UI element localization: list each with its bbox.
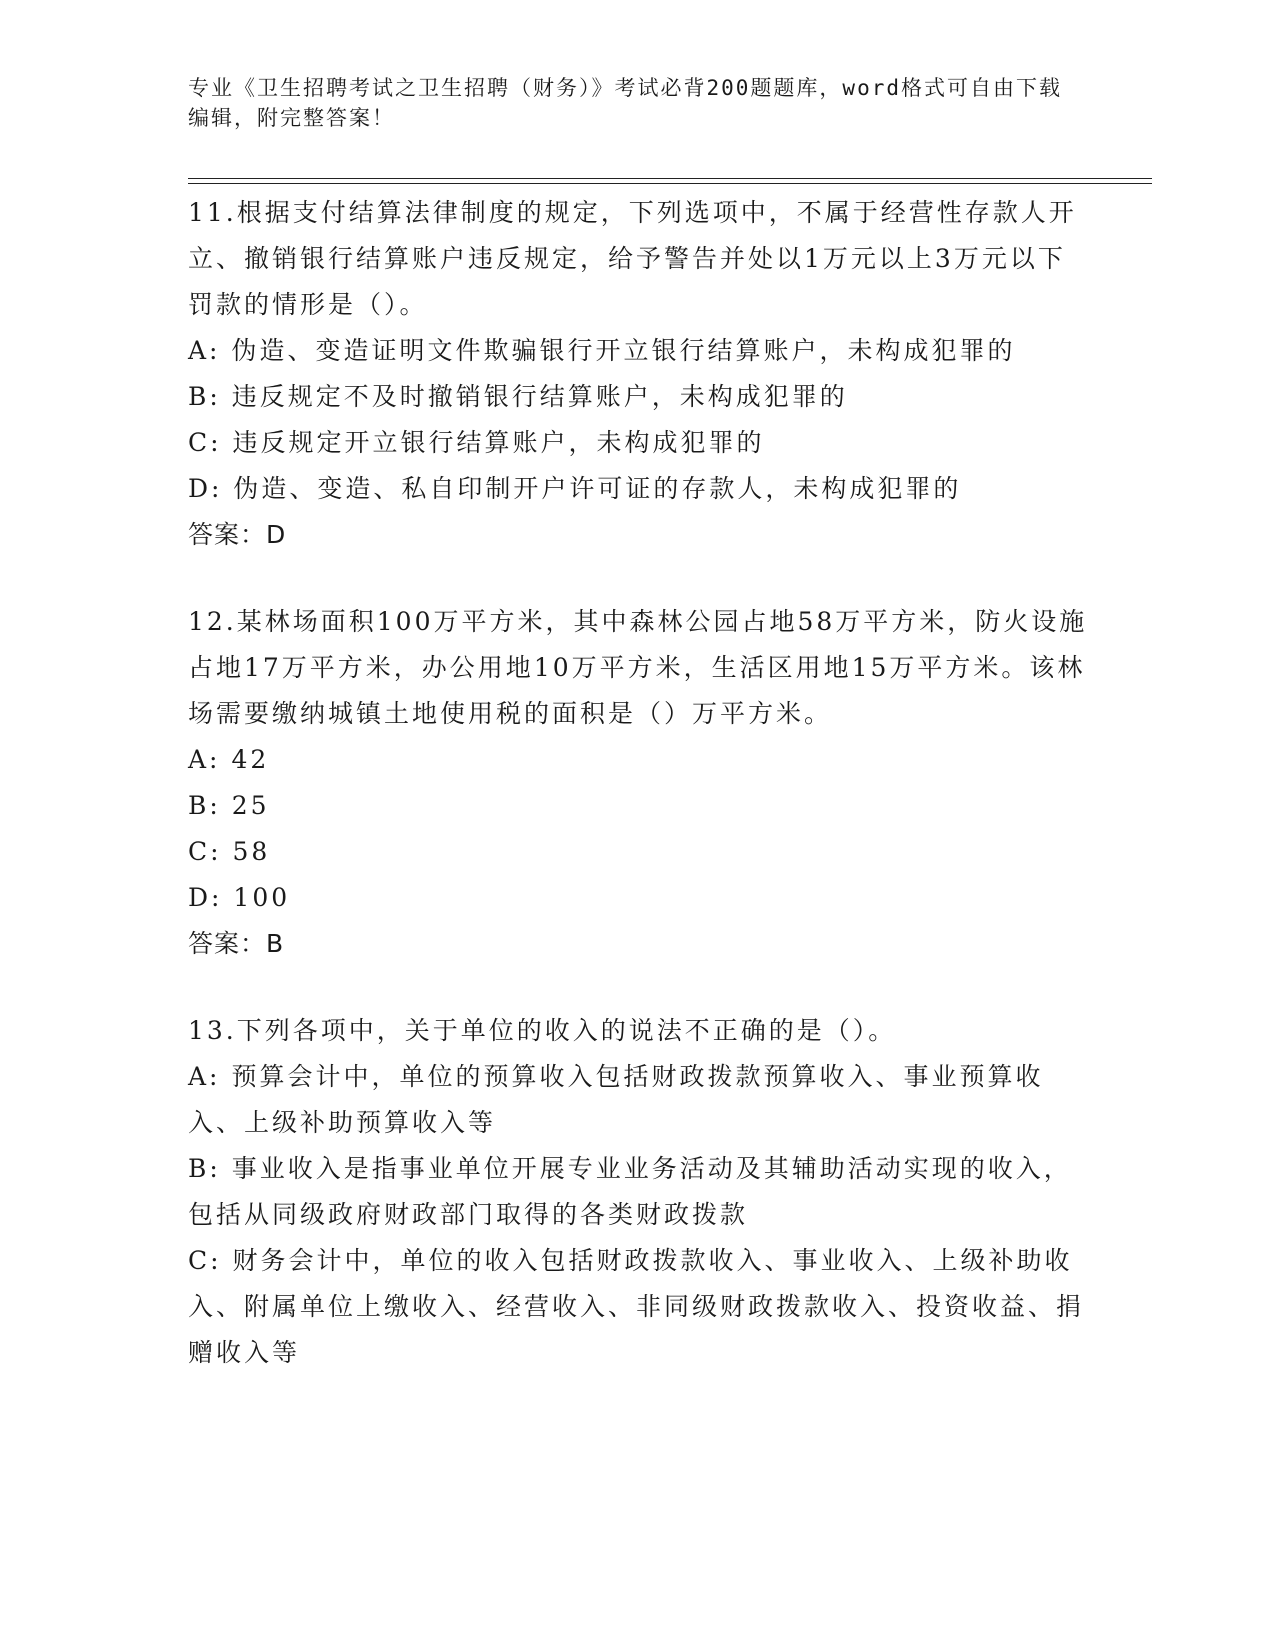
question-list (188, 190, 1088, 1417)
option-list (188, 328, 1088, 512)
option-key: B: (188, 382, 221, 411)
option-a (188, 737, 1088, 783)
option-text: 42 (231, 745, 270, 774)
option-text: 违反规定开立银行结算账户，未构成犯罪的 (232, 428, 765, 457)
option-key: B: (188, 1154, 221, 1183)
answer-line (188, 921, 1088, 967)
option-key: A: (188, 745, 221, 774)
question-stem: 11.根据支付结算法律制度的规定，下列选项中，不属于经营性存款人开立、撤销银行结算账户违反规定，给予警告并处以1万元以上3万元以下罚款的情形是（）。 (188, 198, 1077, 319)
header-divider-bottom (188, 183, 1152, 184)
answer-line (188, 512, 1088, 558)
document-header: 专业《卫生招聘考试之卫生招聘（财务）》考试必背200题题库，word格式可自由下载编辑，附完整答案！ (188, 76, 1062, 130)
question-stem: 13.下列各项中，关于单位的收入的说法不正确的是（）。 (188, 1016, 897, 1045)
option-key: B: (188, 791, 221, 820)
option-key: C: (188, 428, 222, 457)
option-text: 违反规定不及时撤销银行结算账户，未构成犯罪的 (231, 382, 848, 411)
question-stem: 12.某林场面积100万平方米，其中森林公园占地58万平方米，防火设施占地17万平方米，办公用地10万平方米，生活区用地15万平方米。该林场需要缴纳城镇土地使用税的面积是（）万平方米。 (188, 607, 1088, 728)
option-key: D: (188, 883, 223, 912)
option-key: C: (188, 1246, 222, 1275)
option-text: 预算会计中，单位的预算收入包括财政拨款预算收入、事业预算收入、上级补助预算收入等 (188, 1062, 1044, 1137)
option-text: 财务会计中，单位的收入包括财政拨款收入、事业收入、上级补助收入、附属单位上缴收入、经营收入、非同级财政拨款收入、投资收益、捐赠收入等 (188, 1246, 1085, 1367)
option-list (188, 737, 1088, 921)
answer-value: B (266, 929, 285, 958)
option-list (188, 1054, 1088, 1376)
option-key: C: (188, 837, 222, 866)
option-text: 事业收入是指事业单位开展专业业务活动及其辅助活动实现的收入，包括从同级政府财政部门取得的各类财政拨款 (188, 1154, 1072, 1229)
question-12 (188, 599, 1088, 967)
option-b (188, 1146, 1088, 1238)
option-a (188, 328, 1088, 374)
option-key: A: (188, 336, 221, 365)
option-text: 25 (231, 791, 270, 820)
option-c (188, 420, 1088, 466)
answer-label: 答案： (188, 520, 267, 549)
option-c (188, 1238, 1088, 1376)
option-d (188, 466, 1088, 512)
option-b (188, 374, 1088, 420)
option-c (188, 829, 1088, 875)
option-key: D: (188, 474, 223, 503)
option-text: 100 (233, 883, 291, 912)
option-text: 伪造、变造证明文件欺骗银行开立银行结算账户，未构成犯罪的 (231, 336, 1016, 365)
option-b (188, 783, 1088, 829)
header-divider-top (188, 178, 1152, 179)
question-13 (188, 1008, 1088, 1376)
option-text: 58 (232, 837, 271, 866)
option-a (188, 1054, 1088, 1146)
option-key: A: (188, 1062, 221, 1091)
option-d (188, 875, 1088, 921)
option-text: 伪造、变造、私自印制开户许可证的存款人，未构成犯罪的 (233, 474, 962, 503)
answer-label: 答案： (188, 929, 267, 958)
question-11 (188, 190, 1088, 558)
answer-value: D (266, 520, 287, 549)
